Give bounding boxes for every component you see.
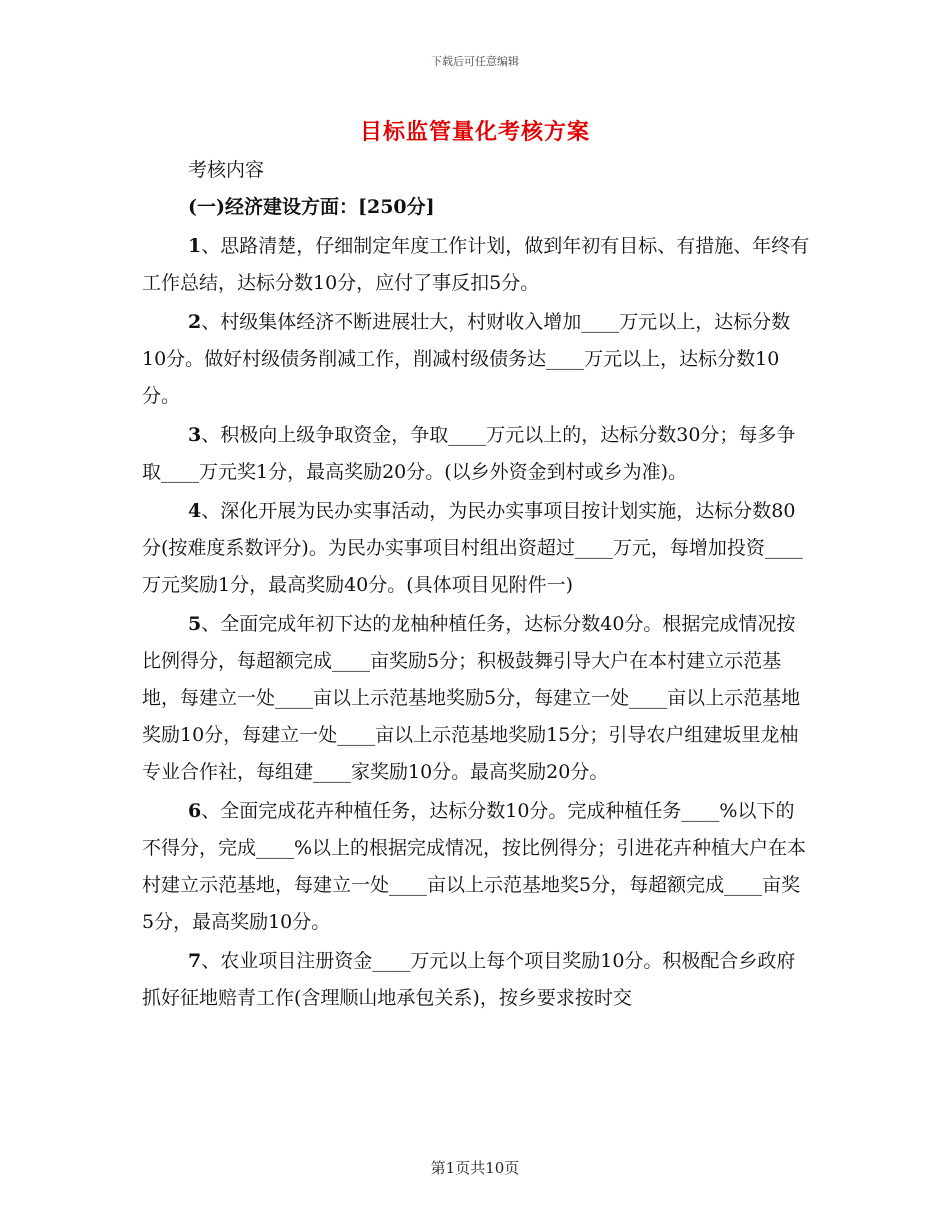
item-number: 2 [188, 311, 202, 333]
page-footer: 第1页共10页 [430, 1159, 520, 1177]
list-item [142, 228, 812, 302]
list-item [142, 417, 812, 491]
document-title: 目标监管量化考核方案 [359, 119, 590, 145]
header-note: 下载后可任意编辑 [431, 55, 519, 68]
item-text: 、全面完成年初下达的龙柚种植任务，达标分数40分。根据完成情况按比例得分，每超额完成____亩奖励5分；积极鼓舞引导大户在本村建立示范基地，每建立一处____亩以上示范基地奖励5分，每建立一处____亩以上示范基地奖励10分，每建立一处____亩以上示范基地奖励15分；引导农户组建坂里龙柚专业合作社，每组建____家奖励10分。最高奖励20分。 [142, 613, 801, 783]
item-number: 3 [188, 424, 202, 446]
item-text: 、农业项目注册资金____万元以上每个项目奖励10分。积极配合乡政府抓好征地赔青工作(含理顺山地承包关系)，按乡要求按时交 [142, 950, 796, 1009]
item-number: 7 [188, 950, 202, 972]
list-item [142, 943, 812, 1017]
item-number: 5 [188, 613, 202, 635]
list-item [142, 793, 812, 941]
item-number: 4 [188, 500, 202, 522]
list-item [142, 606, 812, 791]
list-item [142, 493, 812, 604]
item-number: 1 [188, 235, 202, 257]
item-number: 6 [188, 800, 202, 822]
item-text: 、全面完成花卉种植任务，达标分数10分。完成种植任务____%以下的不得分，完成____%以上的根据完成情况，按比例得分；引进花卉种植大户在本村建立示范基地，每建立一处____亩以上示范基地奖5分，每超额完成____亩奖5分，最高奖励10分。 [142, 800, 807, 933]
document-body [142, 150, 812, 1017]
item-text: 、村级集体经济不断进展壮大，村财收入增加____万元以上，达标分数10分。做好村级债务削减工作，削减村级债务达____万元以上，达标分数10分。 [142, 311, 791, 407]
section-heading: (一)经济建设方面：[250分] [188, 196, 435, 218]
item-text: 、积极向上级争取资金，争取____万元以上的，达标分数30分；每多争取____万元奖1分，最高奖励20分。(以乡外资金到村或乡为准)。 [142, 424, 796, 483]
section-label: 考核内容 [188, 159, 265, 181]
item-text: 、深化开展为民办实事活动，为民办实事项目按计划实施，达标分数80分(按难度系数评分)。为民办实事项目村组出资超过____万元，每增加投资____万元奖励1分，最高奖励40分。(具体项目见附件一) [142, 500, 803, 596]
item-text: 、思路清楚，仔细制定年度工作计划，做到年初有目标、有措施、年终有工作总结，达标分数10分，应付了事反扣5分。 [142, 235, 810, 294]
list-item [142, 304, 812, 415]
